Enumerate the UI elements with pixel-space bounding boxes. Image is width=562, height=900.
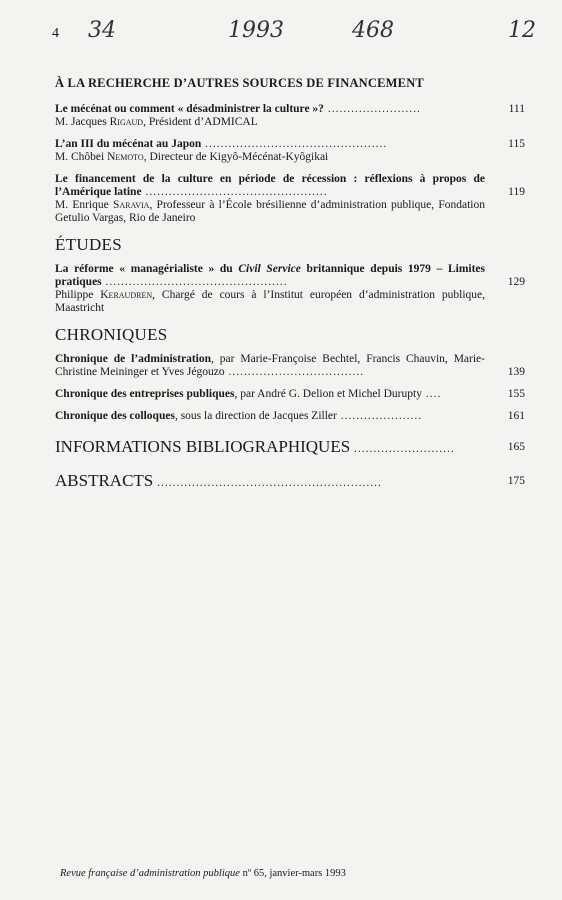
page-ref: 119 (508, 186, 525, 198)
toc-entry[interactable]: 139 Chronique de l’administration, par Marie-Françoise Bechtel, Francis Chauvin, Marie-Christine Meininger et Yves Jégouzo ................................... (55, 353, 525, 378)
author-name: Rigaud (109, 116, 144, 128)
entry-title: L’an III du mécénat au Japon (55, 138, 202, 150)
toc-entry[interactable]: 129 La réforme « managérialiste » du Civil Service britannique depuis 1979 – Limites pratiques ............................................... Philippe Keraudren, Chargé de cours à l’Institut européen d’administration publique, Maastricht (55, 263, 525, 314)
section-heading-chroniques: CHRONIQUES (55, 325, 168, 344)
entry-title: Le mécénat ou comment « désadministrer la culture »? (55, 103, 324, 115)
toc-entry[interactable]: 115 L’an III du mécénat au Japon ............................................... M. Chôbei Nemoto, Directeur de Kigyô-Mécénat-Kyôgikai (55, 138, 525, 163)
handwritten-note-2: 1993 (228, 18, 284, 43)
entry-title: INFORMATIONS BIBLIOGRAPHIQUES (55, 437, 351, 456)
author-name: Keraudren (100, 289, 153, 301)
page-ref: 111 (508, 103, 525, 115)
page-number: 4 (52, 26, 59, 41)
toc-entry-informations[interactable]: 165 INFORMATIONS BIBLIOGRAPHIQUES .......................... (55, 437, 525, 456)
entry-title: ABSTRACTS (55, 471, 154, 490)
entry-title: Chronique des colloques (55, 410, 175, 422)
handwritten-note-4: 12 (508, 18, 536, 43)
toc-entry[interactable]: 111 Le mécénat ou comment « désadministrer la culture »? ........................ M. Jacques Rigaud, Président d’ADMICAL (55, 103, 525, 128)
page-footer: Revue française d’administration publique nº 65, janvier-mars 1993 (60, 868, 346, 879)
journal-title: Revue française d’administration publique (60, 868, 240, 879)
author-name: Saravia (112, 199, 150, 211)
table-of-contents (55, 76, 525, 499)
page-ref: 161 (507, 410, 525, 422)
author-name: Nemoto (107, 151, 144, 163)
page-ref: 175 (507, 475, 525, 487)
page-ref: 115 (508, 138, 525, 150)
page-ref: 155 (507, 388, 525, 400)
entry-title-italic: Civil Service (238, 263, 301, 275)
toc-entry[interactable]: 161 Chronique des colloques, sous la direction de Jacques Ziller ..................... (55, 410, 525, 422)
toc-entry[interactable]: 155 Chronique des entreprises publiques, par André G. Delion et Michel Durupty .... (55, 388, 525, 400)
handwritten-note-3: 468 (352, 18, 394, 43)
section-heading-financement: À LA RECHERCHE D’AUTRES SOURCES DE FINANCEMENT (55, 76, 424, 90)
page-ref: 165 (507, 441, 525, 453)
page-ref: 129 (507, 276, 525, 288)
handwritten-note-1: 34 (88, 18, 116, 43)
entry-title: Le financement de la culture en période de récession : réflexions à propos de l’Amérique latine (55, 173, 485, 198)
toc-entry-abstracts[interactable]: 175 ABSTRACTS .......................................................... (55, 471, 525, 490)
entry-title: Chronique de l’administration (55, 353, 212, 365)
section-heading-etudes: ÉTUDES (55, 235, 122, 254)
page-ref: 139 (507, 366, 525, 378)
toc-entry[interactable]: 119 Le financement de la culture en période de récession : réflexions à propos de l’Amérique latine ............................................... M. Enrique Saravia, Professeur à l’École brésilienne d’administration publique, Fondation Getulio Vargas, Rio de Janeiro (55, 173, 525, 224)
entry-title: Chronique des entreprises publiques (55, 388, 235, 400)
